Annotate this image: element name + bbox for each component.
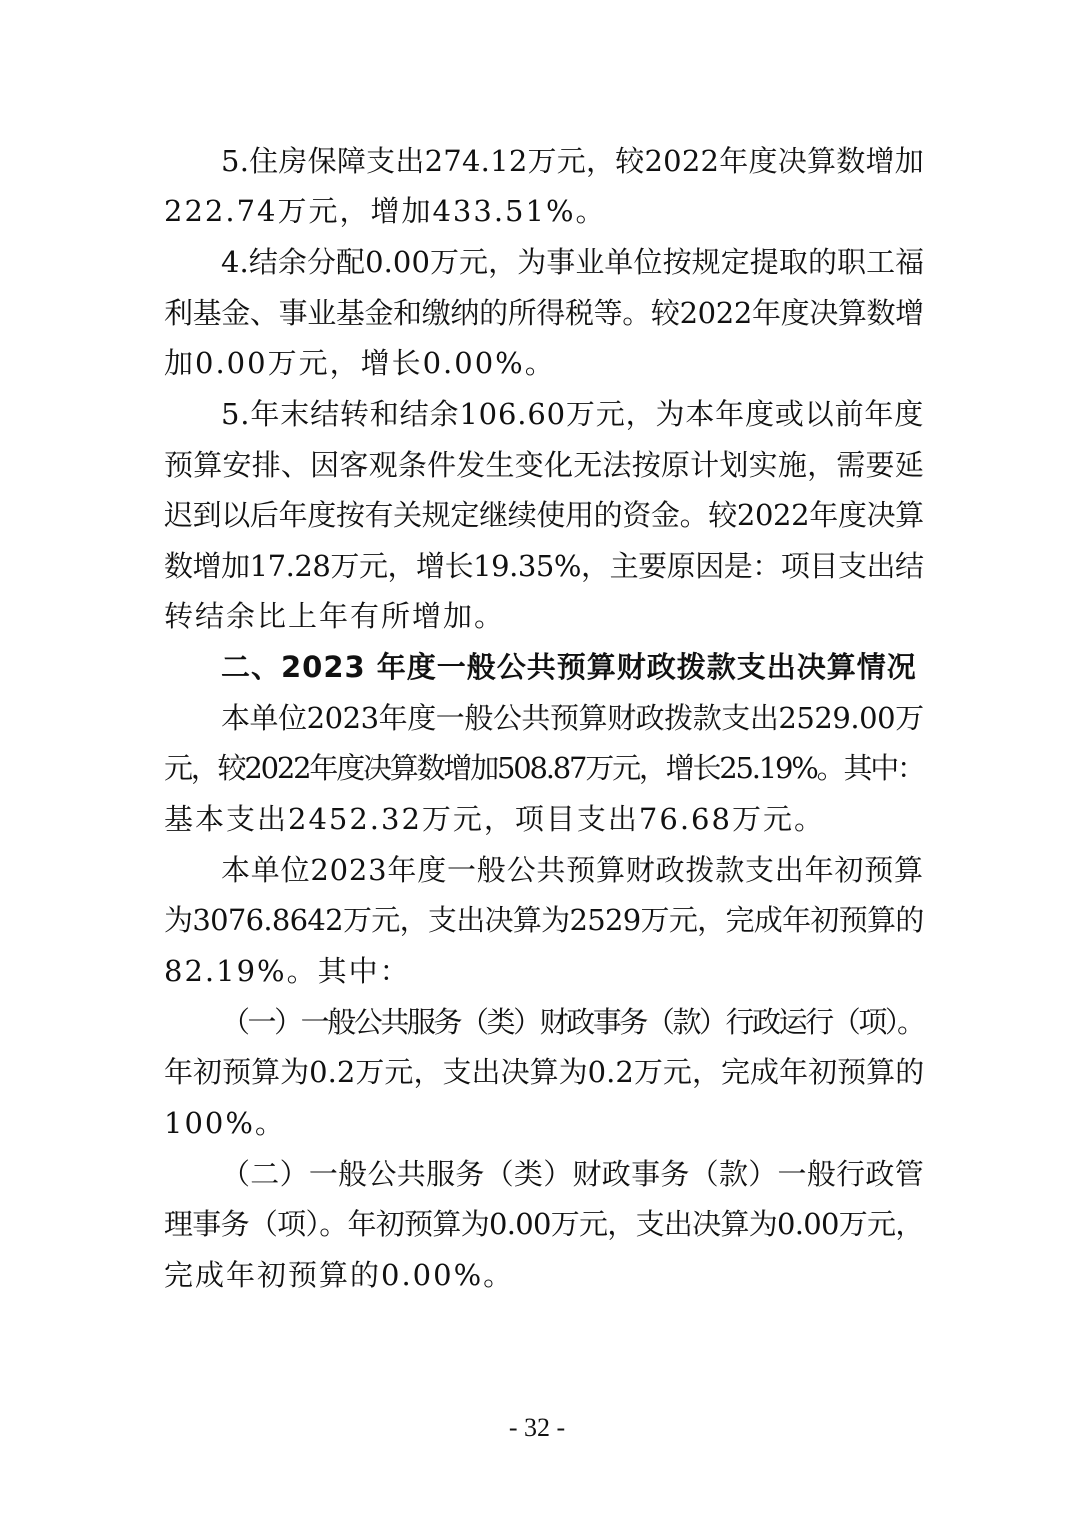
section-heading: 二、2023 年度一般公共预算财政拨款支出决算情况	[221, 650, 917, 684]
paragraph-line: 迟到以后年度按有关规定继续使用的资金。较2022年度决算	[164, 498, 924, 532]
paragraph-line: 本单位2023年度一般公共预算财政拨款支出2529.00万	[221, 701, 924, 735]
paragraph-line: 本单位2023年度一般公共预算财政拨款支出年初预算	[221, 853, 924, 887]
paragraph-line: 5.年末结转和结余106.60万元，为本年度或以前年度	[221, 397, 925, 431]
paragraph-line: 数增加17.28万元，增长19.35%，主要原因是：项目支出结	[164, 549, 924, 583]
page-number: - 32 -	[508, 1413, 566, 1442]
paragraph-line: 完成年初预算的0.00%。	[164, 1258, 515, 1292]
paragraph-line: 基本支出2452.32万元，项目支出76.68万元。	[164, 802, 825, 836]
paragraph-line: 4.结余分配0.00万元，为事业单位按规定提取的职工福	[221, 245, 925, 279]
paragraph-line: 100%。	[164, 1106, 286, 1140]
paragraph-line: 为3076.8642万元，支出决算为2529万元，完成年初预算的	[164, 903, 924, 937]
paragraph-line: 预算安排、因客观条件发生变化无法按原计划实施，需要延	[164, 448, 925, 482]
paragraph-line: 转结余比上年有所增加。	[164, 599, 506, 633]
paragraph-line: 加0.00万元，增长0.00%。	[164, 346, 556, 380]
paragraph-line: 82.19%。其中：	[164, 954, 411, 988]
paragraph-line: 理事务（项）。年初预算为0.00万元，支出决算为0.00万元，	[164, 1207, 924, 1241]
paragraph-line: 222.74万元，增加433.51%。	[164, 194, 607, 228]
paragraph-line: （一）一般公共服务（类）财政事务（款）行政运行（项）。	[221, 1005, 924, 1039]
paragraph-line: 利基金、事业基金和缴纳的所得税等。较2022年度决算数增	[164, 296, 924, 330]
paragraph-line: 5.住房保障支出274.12万元，较2022年度决算数增加	[221, 144, 924, 178]
paragraph-line: （二）一般公共服务（类）财政事务（款）一般行政管	[221, 1157, 925, 1191]
paragraph-line: 元，较2022年度决算数增加508.87万元，增长25.19%。其中：	[164, 751, 924, 785]
paragraph-line: 年初预算为0.2万元，支出决算为0.2万元，完成年初预算的	[164, 1055, 925, 1089]
